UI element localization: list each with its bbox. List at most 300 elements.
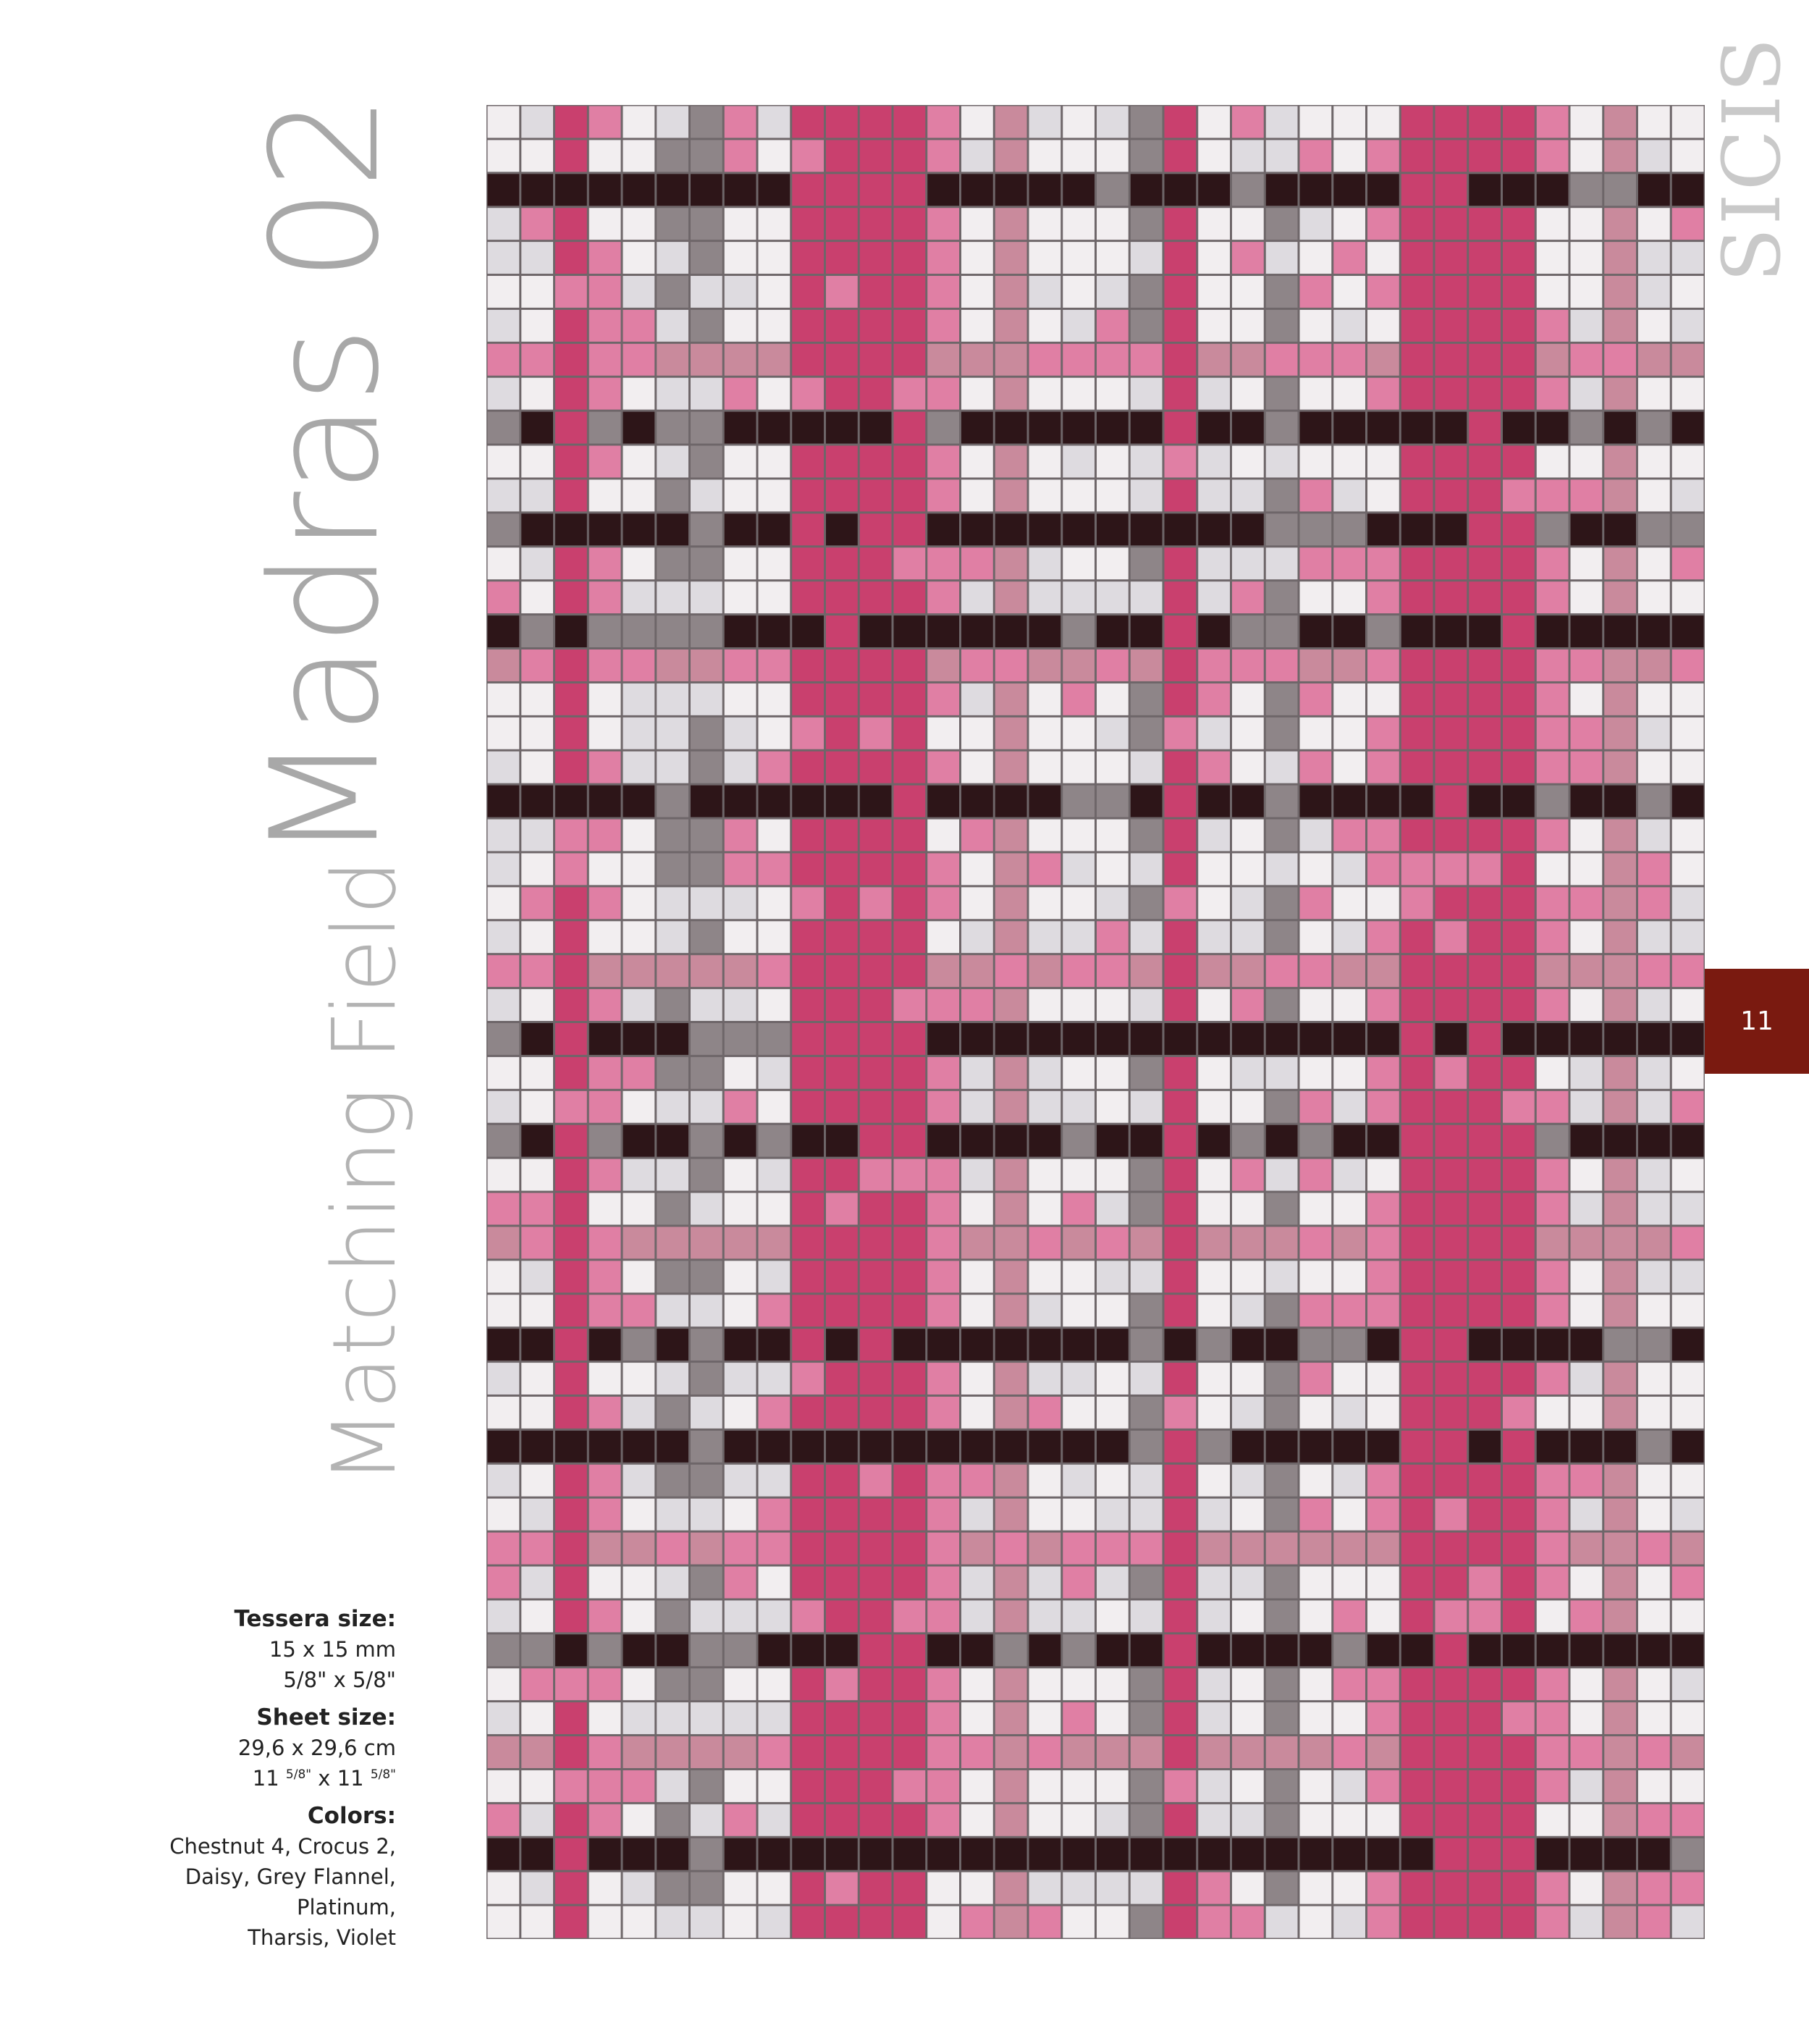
- mosaic-tile: [927, 1397, 959, 1429]
- mosaic-tile: [894, 378, 926, 410]
- mosaic-tile: [657, 786, 688, 817]
- mosaic-tile: [1435, 786, 1467, 817]
- mosaic-tile: [1097, 106, 1129, 138]
- mosaic-tile: [1672, 1499, 1704, 1531]
- mosaic-tile: [894, 989, 926, 1021]
- mosaic-tile: [792, 1668, 824, 1700]
- mosaic-tile: [1131, 1804, 1163, 1836]
- mosaic-tile: [1537, 513, 1569, 545]
- mosaic-tile: [894, 684, 926, 715]
- mosaic-tile: [1266, 649, 1298, 681]
- mosaic-tile: [1571, 1363, 1603, 1395]
- mosaic-tile: [1131, 1872, 1163, 1904]
- mosaic-tile: [826, 921, 858, 953]
- mosaic-tile: [589, 1227, 621, 1258]
- mosaic-tile: [1672, 615, 1704, 647]
- mosaic-tile: [1266, 242, 1298, 274]
- mosaic-tile: [927, 1329, 959, 1360]
- mosaic-tile: [1571, 242, 1603, 274]
- mosaic-tile: [1097, 1736, 1129, 1768]
- mosaic-tile: [725, 1736, 756, 1768]
- mosaic-tile: [1469, 1634, 1501, 1666]
- mosaic-tile: [1537, 1634, 1569, 1666]
- mosaic-tile: [1503, 921, 1535, 953]
- mosaic-tile: [995, 1227, 1027, 1258]
- mosaic-tile: [1638, 1804, 1670, 1836]
- mosaic-tile: [1029, 140, 1061, 172]
- mosaic-tile: [860, 1329, 892, 1360]
- mosaic-tile: [1333, 547, 1365, 579]
- mosaic-tile: [927, 1567, 959, 1599]
- mosaic-tile: [1165, 1193, 1197, 1225]
- mosaic-tile: [589, 479, 621, 511]
- mosaic-tile: [1537, 547, 1569, 579]
- mosaic-tile: [1604, 1431, 1636, 1463]
- mosaic-tile: [927, 1227, 959, 1258]
- mosaic-tile: [521, 378, 553, 410]
- mosaic-tile: [725, 1702, 756, 1734]
- mosaic-tile: [826, 955, 858, 987]
- mosaic-tile: [521, 1736, 553, 1768]
- mosaic-tile: [1469, 786, 1501, 817]
- mosaic-tile: [657, 1227, 688, 1258]
- mosaic-tile: [488, 344, 520, 376]
- mosaic-tile: [826, 1159, 858, 1191]
- mosaic-tile: [521, 615, 553, 647]
- mosaic-tile: [555, 1329, 587, 1360]
- mosaic-tile: [1300, 615, 1332, 647]
- mosaic-tile: [589, 1804, 621, 1836]
- mosaic-tile: [521, 1125, 553, 1157]
- mosaic-tile: [927, 1804, 959, 1836]
- mosaic-tile: [1638, 1363, 1670, 1395]
- mosaic-tile: [623, 1634, 655, 1666]
- mosaic-tile: [691, 1091, 722, 1123]
- sheet-size-fraction: 5/8": [285, 1767, 312, 1782]
- mosaic-tile: [1097, 547, 1129, 579]
- mosaic-tile: [759, 1770, 790, 1802]
- mosaic-tile: [961, 1804, 993, 1836]
- mosaic-tile: [961, 649, 993, 681]
- mosaic-tile: [1672, 684, 1704, 715]
- mosaic-tile: [826, 1872, 858, 1904]
- mosaic-tile: [860, 1091, 892, 1123]
- mosaic-tile: [589, 344, 621, 376]
- mosaic-tile: [1503, 1329, 1535, 1360]
- mosaic-tile: [1232, 547, 1264, 579]
- mosaic-tile: [860, 174, 892, 206]
- mosaic-tile: [1672, 581, 1704, 613]
- mosaic-tile: [1672, 1397, 1704, 1429]
- mosaic-tile: [1638, 921, 1670, 953]
- mosaic-tile: [1266, 1906, 1298, 1938]
- mosaic-tile: [826, 1634, 858, 1666]
- mosaic-tile: [488, 208, 520, 240]
- mosaic-tile: [1367, 1668, 1399, 1700]
- mosaic-tile: [521, 1227, 553, 1258]
- mosaic-tile: [1333, 479, 1365, 511]
- mosaic-tile: [1266, 1668, 1298, 1700]
- mosaic-tile: [1165, 853, 1197, 885]
- mosaic-tile: [691, 1872, 722, 1904]
- mosaic-tile: [1266, 1770, 1298, 1802]
- mosaic-tile: [1165, 820, 1197, 851]
- mosaic-tile: [927, 446, 959, 478]
- mosaic-tile: [725, 140, 756, 172]
- mosaic-tile: [1604, 1193, 1636, 1225]
- mosaic-tile: [1029, 1363, 1061, 1395]
- mosaic-tile: [1029, 1770, 1061, 1802]
- mosaic-tile: [1638, 1600, 1670, 1632]
- mosaic-tile: [691, 581, 722, 613]
- mosaic-tile: [1266, 989, 1298, 1021]
- mosaic-tile: [860, 547, 892, 579]
- mosaic-tile: [1266, 786, 1298, 817]
- mosaic-tile: [691, 1668, 722, 1700]
- mosaic-tile: [927, 1159, 959, 1191]
- mosaic-tile: [521, 786, 553, 817]
- mosaic-tile: [657, 1431, 688, 1463]
- mosaic-tile: [1333, 752, 1365, 783]
- mosaic-tile: [894, 1397, 926, 1429]
- mosaic-tile: [1198, 276, 1230, 308]
- mosaic-tile: [1097, 1091, 1129, 1123]
- mosaic-tile: [1131, 140, 1163, 172]
- mosaic-tile: [1198, 140, 1230, 172]
- mosaic-tile: [725, 513, 756, 545]
- mosaic-tile: [961, 547, 993, 579]
- mosaic-tile: [995, 887, 1027, 919]
- mosaic-tile: [1131, 1363, 1163, 1395]
- mosaic-tile: [995, 1193, 1027, 1225]
- mosaic-tile: [488, 1567, 520, 1599]
- mosaic-tile: [623, 106, 655, 138]
- mosaic-tile: [521, 1431, 553, 1463]
- mosaic-tile: [623, 1906, 655, 1938]
- mosaic-tile: [1503, 684, 1535, 715]
- mosaic-tile: [1131, 446, 1163, 478]
- mosaic-tile: [1198, 581, 1230, 613]
- mosaic-tile: [1367, 1193, 1399, 1225]
- mosaic-tile: [826, 1227, 858, 1258]
- mosaic-tile: [1029, 649, 1061, 681]
- mosaic-tile: [894, 1261, 926, 1292]
- mosaic-tile: [1266, 1804, 1298, 1836]
- mosaic-tile: [657, 752, 688, 783]
- mosaic-tile: [1029, 1295, 1061, 1326]
- mosaic-tile: [691, 1838, 722, 1870]
- mosaic-tile: [1503, 1057, 1535, 1089]
- mosaic-tile: [1571, 310, 1603, 342]
- mosaic-tile: [555, 615, 587, 647]
- mosaic-tile: [927, 1838, 959, 1870]
- mosaic-tile: [1266, 1600, 1298, 1632]
- mosaic-tile: [1333, 1872, 1365, 1904]
- mosaic-tile: [1503, 1363, 1535, 1395]
- mosaic-tile: [1333, 208, 1365, 240]
- mosaic-tile: [961, 1872, 993, 1904]
- mosaic-tile: [894, 887, 926, 919]
- mosaic-tile: [826, 887, 858, 919]
- mosaic-tile: [894, 853, 926, 885]
- mosaic-tile: [1537, 1838, 1569, 1870]
- mosaic-tile: [961, 1838, 993, 1870]
- mosaic-tile: [1198, 344, 1230, 376]
- mosaic-tile: [1063, 581, 1095, 613]
- mosaic-tile: [1672, 1736, 1704, 1768]
- mosaic-tile: [1401, 276, 1433, 308]
- mosaic-tile: [488, 1159, 520, 1191]
- mosaic-tile: [725, 1295, 756, 1326]
- mosaic-tile: [1571, 1533, 1603, 1565]
- mosaic-tile: [1333, 684, 1365, 715]
- mosaic-tile: [1165, 887, 1197, 919]
- mosaic-tile: [826, 208, 858, 240]
- mosaic-tile: [1435, 1431, 1467, 1463]
- mosaic-tile: [1367, 1634, 1399, 1666]
- mosaic-tile: [1029, 310, 1061, 342]
- mosaic-tile: [691, 1159, 722, 1191]
- mosaic-tile: [1333, 1668, 1365, 1700]
- mosaic-tile: [691, 1634, 722, 1666]
- mosaic-tile: [759, 1397, 790, 1429]
- mosaic-tile: [657, 1295, 688, 1326]
- mosaic-tile: [555, 989, 587, 1021]
- mosaic-tile: [1300, 955, 1332, 987]
- mosaic-tile: [1266, 1736, 1298, 1768]
- mosaic-tile: [1198, 820, 1230, 851]
- mosaic-tile: [894, 1634, 926, 1666]
- mosaic-tile: [1503, 1838, 1535, 1870]
- mosaic-tile: [1571, 786, 1603, 817]
- mosaic-tile: [759, 752, 790, 783]
- mosaic-tile: [691, 1261, 722, 1292]
- mosaic-tile: [1503, 344, 1535, 376]
- mosaic-tile: [1503, 208, 1535, 240]
- mosaic-tile: [1401, 989, 1433, 1021]
- mosaic-tile: [1367, 1906, 1399, 1938]
- mosaic-tile: [521, 1634, 553, 1666]
- mosaic-tile: [1097, 1193, 1129, 1225]
- mosaic-tile: [1401, 1770, 1433, 1802]
- mosaic-tile: [1266, 208, 1298, 240]
- mosaic-tile: [1097, 1499, 1129, 1531]
- mosaic-tile: [1300, 1499, 1332, 1531]
- mosaic-tile: [1232, 106, 1264, 138]
- mosaic-tile: [657, 581, 688, 613]
- mosaic-tile: [1333, 1770, 1365, 1802]
- mosaic-tile: [725, 276, 756, 308]
- mosaic-tile: [521, 479, 553, 511]
- mosaic-tile: [995, 1533, 1027, 1565]
- mosaic-tile: [1638, 1906, 1670, 1938]
- mosaic-tile: [623, 684, 655, 715]
- mosaic-tile: [1604, 1567, 1636, 1599]
- mosaic-tile: [1029, 1838, 1061, 1870]
- mosaic-tile: [691, 242, 722, 274]
- mosaic-tile: [725, 1872, 756, 1904]
- mosaic-tile: [1029, 1227, 1061, 1258]
- mosaic-tile: [1029, 378, 1061, 410]
- mosaic-tile: [1029, 820, 1061, 851]
- mosaic-tile: [1401, 887, 1433, 919]
- mosaic-tile: [1165, 1668, 1197, 1700]
- mosaic-tile: [725, 1329, 756, 1360]
- mosaic-tile: [759, 1431, 790, 1463]
- sheet-size-whole: 11: [252, 1766, 279, 1791]
- mosaic-tile: [1063, 1159, 1095, 1191]
- mosaic-tile: [1198, 1906, 1230, 1938]
- mosaic-tile: [1198, 242, 1230, 274]
- mosaic-tile: [589, 174, 621, 206]
- mosaic-tile: [589, 1736, 621, 1768]
- mosaic-tile: [1063, 1872, 1095, 1904]
- mosaic-tile: [1165, 1499, 1197, 1531]
- mosaic-tile: [1604, 140, 1636, 172]
- mosaic-tile: [1300, 1702, 1332, 1734]
- mosaic-tile: [691, 1295, 722, 1326]
- mosaic-tile: [1266, 1872, 1298, 1904]
- mosaic-tile: [1131, 1465, 1163, 1497]
- mosaic-tile: [792, 1702, 824, 1734]
- mosaic-tile: [488, 412, 520, 444]
- mosaic-tile: [1063, 786, 1095, 817]
- mosaic-tile: [1097, 479, 1129, 511]
- mosaic-tile: [927, 1533, 959, 1565]
- mosaic-tile: [1672, 1431, 1704, 1463]
- mosaic-tile: [1604, 174, 1636, 206]
- mosaic-tile: [1537, 412, 1569, 444]
- mosaic-tile: [1435, 1363, 1467, 1395]
- mosaic-tile: [1198, 1329, 1230, 1360]
- mosaic-tile: [995, 1159, 1027, 1191]
- mosaic-tile: [1300, 310, 1332, 342]
- mosaic-tile: [1672, 547, 1704, 579]
- mosaic-tile: [1300, 1770, 1332, 1802]
- mosaic-tile: [691, 1600, 722, 1632]
- mosaic-tile: [1367, 378, 1399, 410]
- mosaic-tile: [1266, 1431, 1298, 1463]
- mosaic-tile: [1198, 786, 1230, 817]
- mosaic-tile: [1131, 1295, 1163, 1326]
- mosaic-tile: [1638, 1838, 1670, 1870]
- mosaic-tile: [1672, 1193, 1704, 1225]
- mosaic-tile: [1367, 208, 1399, 240]
- mosaic-tile: [826, 174, 858, 206]
- mosaic-tile: [1401, 1499, 1433, 1531]
- mosaic-tile: [1435, 1465, 1467, 1497]
- mosaic-tile: [1300, 786, 1332, 817]
- mosaic-tile: [691, 1227, 722, 1258]
- mosaic-tile: [927, 1668, 959, 1700]
- mosaic-tile: [995, 208, 1027, 240]
- mosaic-tile: [1198, 1295, 1230, 1326]
- mosaic-tile: [961, 1668, 993, 1700]
- mosaic-tile: [521, 921, 553, 953]
- mosaic-tile: [995, 1668, 1027, 1700]
- mosaic-tile: [961, 853, 993, 885]
- mosaic-tile: [1435, 615, 1467, 647]
- mosaic-tile: [691, 174, 722, 206]
- mosaic-tile: [1029, 412, 1061, 444]
- mosaic-tile: [927, 276, 959, 308]
- mosaic-tile: [1401, 242, 1433, 274]
- mosaic-tile: [589, 989, 621, 1021]
- mosaic-tile: [1469, 344, 1501, 376]
- mosaic-tile: [1571, 344, 1603, 376]
- mosaic-tile: [589, 853, 621, 885]
- mosaic-tile: [759, 513, 790, 545]
- mosaic-tile: [826, 649, 858, 681]
- mosaic-tile: [995, 989, 1027, 1021]
- mosaic-tile: [623, 1600, 655, 1632]
- mosaic-tile: [1266, 1363, 1298, 1395]
- mosaic-tile: [1367, 989, 1399, 1021]
- mosaic-tile: [1435, 1567, 1467, 1599]
- mosaic-tile: [1300, 378, 1332, 410]
- mosaic-tile: [1604, 1091, 1636, 1123]
- mosaic-tile: [1131, 649, 1163, 681]
- mosaic-tile: [1165, 140, 1197, 172]
- mosaic-tile: [1401, 446, 1433, 478]
- mosaic-tile: [1672, 446, 1704, 478]
- mosaic-tile: [1435, 989, 1467, 1021]
- mosaic-tile: [555, 174, 587, 206]
- mosaic-tile: [1672, 853, 1704, 885]
- mosaic-tile: [1165, 378, 1197, 410]
- mosaic-tile: [1672, 820, 1704, 851]
- mosaic-tile: [1266, 1125, 1298, 1157]
- mosaic-tile: [1638, 106, 1670, 138]
- mosaic-tile: [927, 106, 959, 138]
- mosaic-tile: [1503, 1499, 1535, 1531]
- mosaic-tile: [657, 1193, 688, 1225]
- mosaic-tile: [1604, 1227, 1636, 1258]
- mosaic-tile: [589, 615, 621, 647]
- mosaic-tile: [1266, 1533, 1298, 1565]
- mosaic-tile: [860, 1736, 892, 1768]
- mosaic-tile: [1367, 649, 1399, 681]
- mosaic-tile: [995, 412, 1027, 444]
- mosaic-tile: [521, 989, 553, 1021]
- mosaic-tile: [1097, 140, 1129, 172]
- mosaic-tile: [1435, 547, 1467, 579]
- mosaic-tile: [623, 446, 655, 478]
- mosaic-tile: [826, 106, 858, 138]
- mosaic-tile: [860, 1431, 892, 1463]
- mosaic-tile: [555, 1634, 587, 1666]
- mosaic-tile: [1638, 1023, 1670, 1055]
- specifications: [109, 1604, 396, 1953]
- mosaic-tile: [1097, 887, 1129, 919]
- mosaic-tile: [1029, 1533, 1061, 1565]
- mosaic-tile: [555, 887, 587, 919]
- mosaic-tile: [995, 1465, 1027, 1497]
- mosaic-tile: [1165, 1567, 1197, 1599]
- mosaic-tile: [1537, 446, 1569, 478]
- mosaic-tile: [725, 1193, 756, 1225]
- mosaic-tile: [1604, 1057, 1636, 1089]
- mosaic-tile: [691, 513, 722, 545]
- mosaic-tile: [488, 1634, 520, 1666]
- mosaic-tile: [725, 344, 756, 376]
- mosaic-tile: [1266, 752, 1298, 783]
- mosaic-tile: [792, 174, 824, 206]
- mosaic-tile: [894, 1363, 926, 1395]
- mosaic-tile: [1537, 684, 1569, 715]
- mosaic-tile: [792, 276, 824, 308]
- mosaic-tile: [1131, 1736, 1163, 1768]
